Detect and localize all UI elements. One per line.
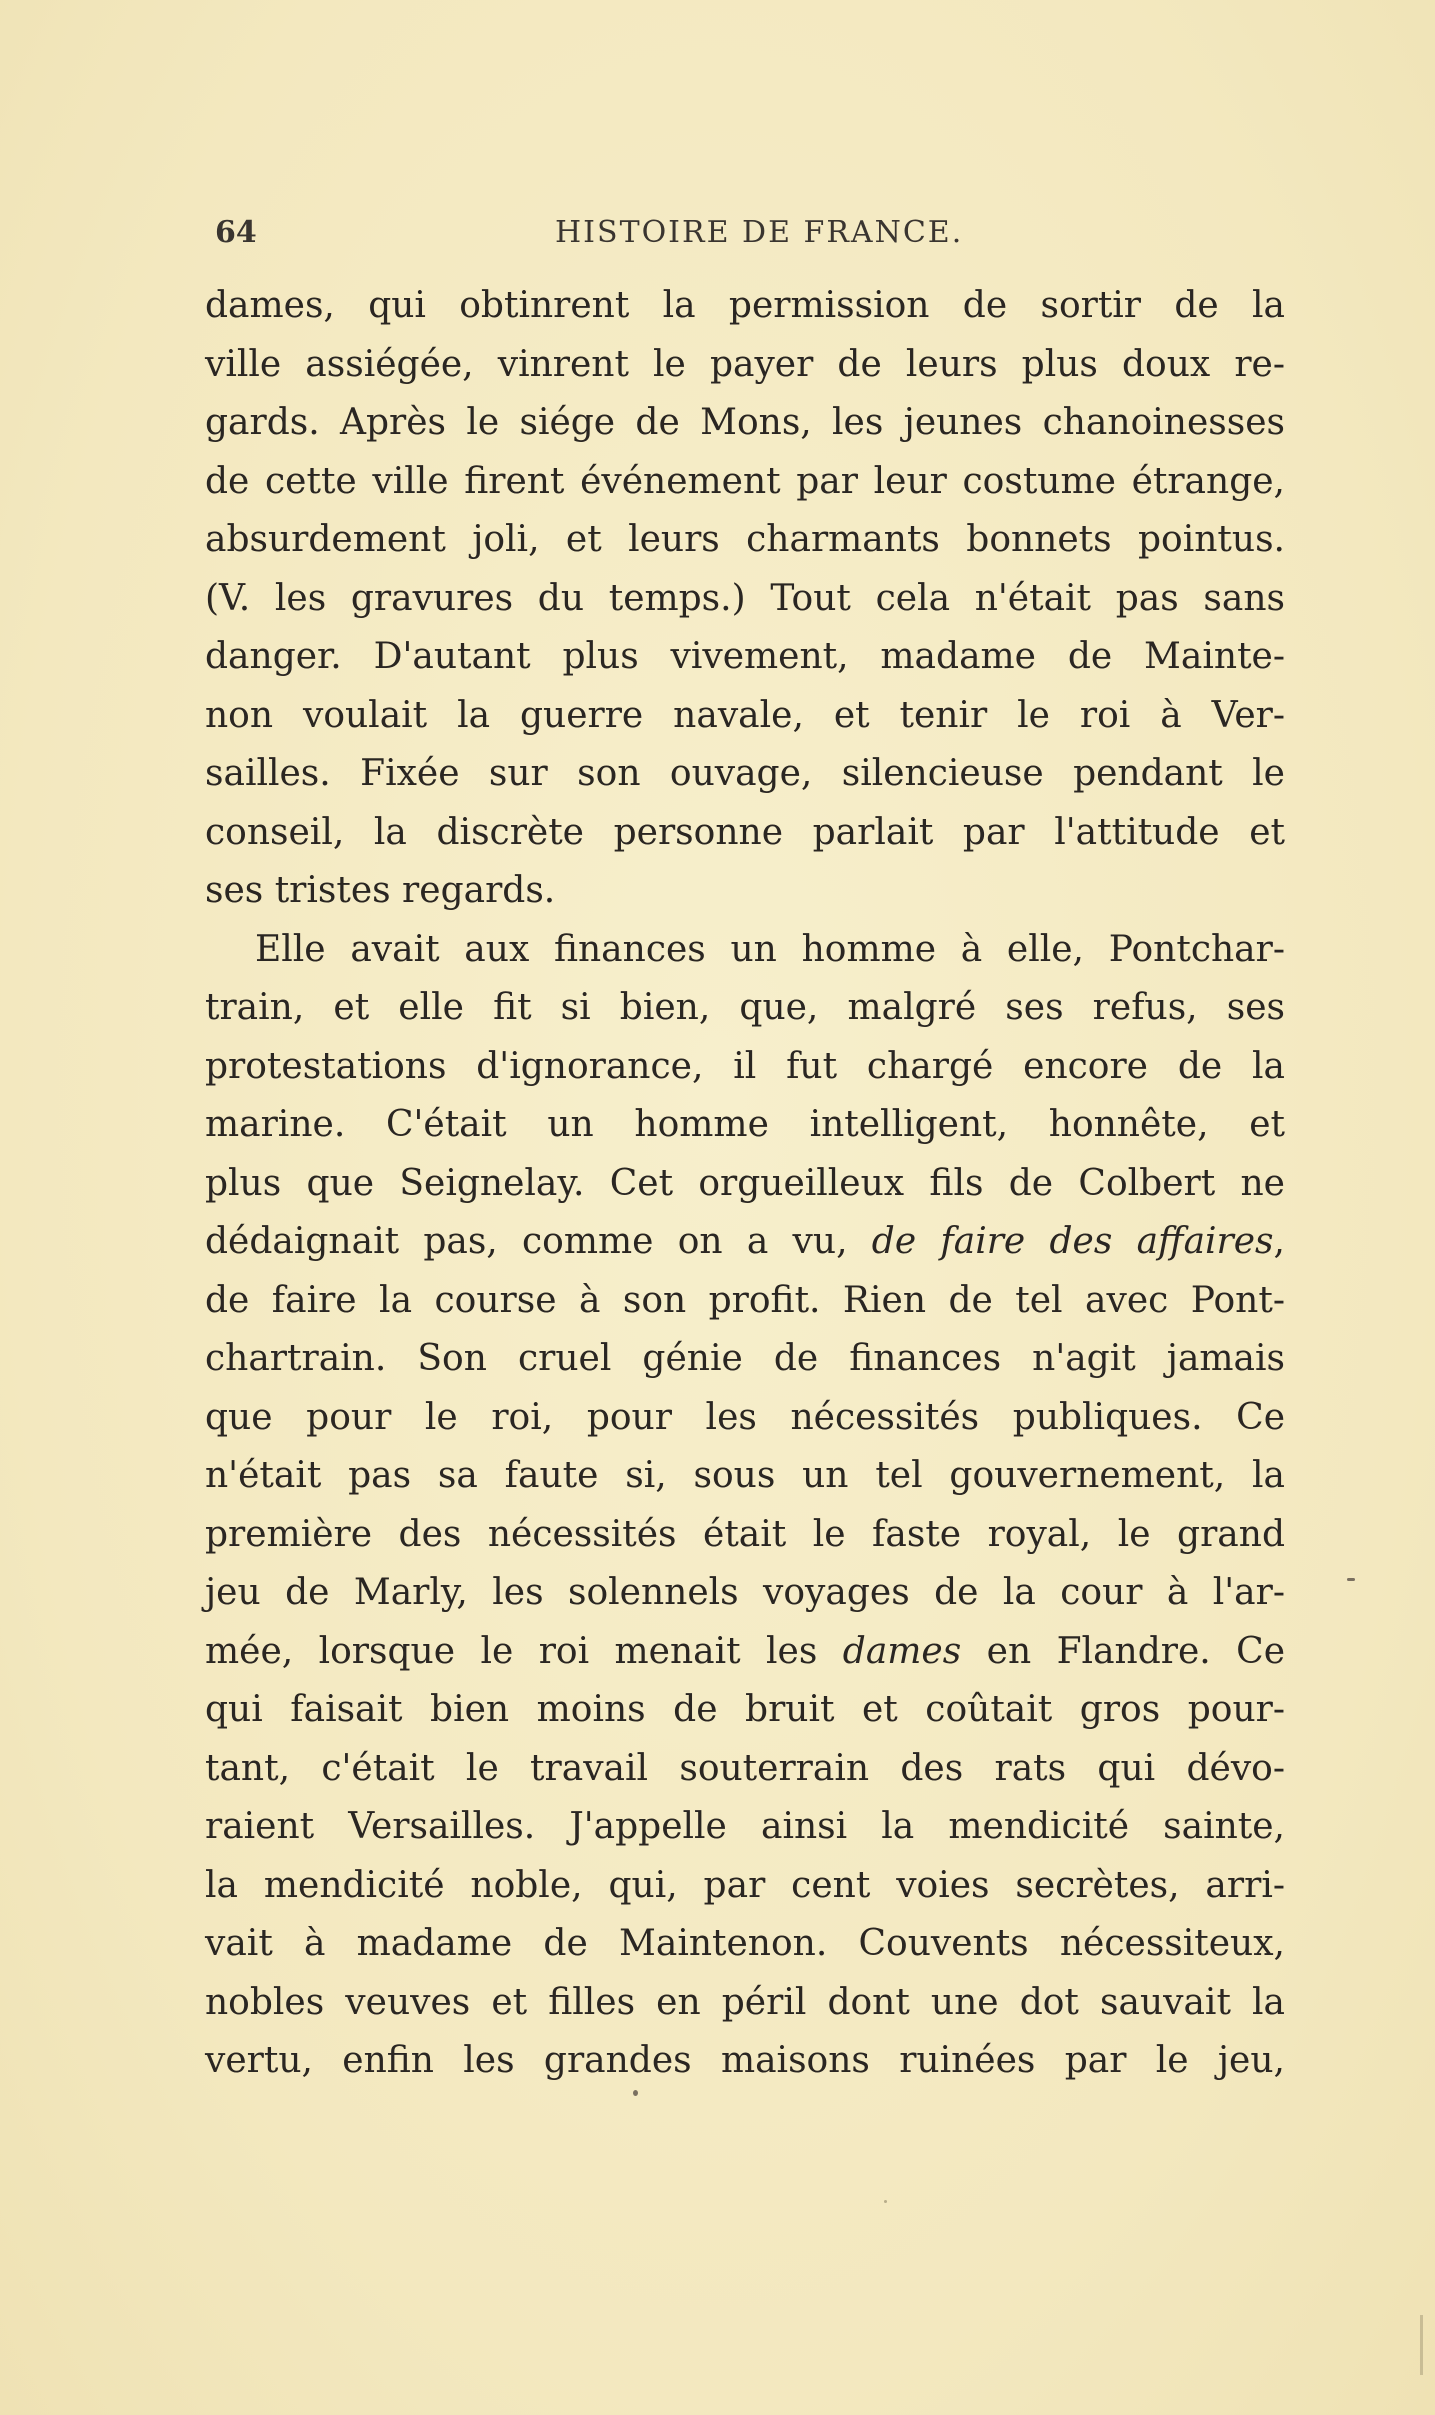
text-line: raient Versailles. J'appelle ainsi la mendicité sainte, [205, 1806, 1285, 1847]
text-line: plus que Seignelay. Cet orgueilleux fils de Colbert ne [205, 1162, 1285, 1204]
paper-speck [884, 2200, 887, 2203]
text-line: absurdement joli, et leurs charmants bonnets pointus. [205, 519, 1285, 560]
text-line: de faire la course à son profit. Rien de tel avec Pont- [205, 1279, 1285, 1321]
paper-speck [633, 2090, 638, 2096]
text-line: protestations d'ignorance, il fut chargé encore de la [205, 1045, 1285, 1087]
text-line: dames, qui obtinrent la permission de sortir de la [205, 285, 1285, 326]
paragraph-start-line: Elle avait aux finances un homme à elle, Pontchar- [255, 928, 1285, 970]
running-head: HISTOIRE DE FRANCE. [555, 215, 964, 250]
line-text: dédaignait pas, comme on a vu, [205, 1221, 872, 1262]
text-line: ville assiégée, vinrent le payer de leurs plus doux re- [205, 343, 1285, 385]
text-line: de cette ville firent événement par leur costume étrange, [205, 460, 1285, 502]
text-line: train, et elle fit si bien, que, malgré ses refus, ses [205, 987, 1285, 1028]
body-text [205, 277, 1285, 2091]
text-line: non voulait la guerre navale, et tenir le roi à Ver- [205, 694, 1285, 736]
text-line: sailles. Fixée sur son ouvage, silencieuse pendant le [205, 753, 1285, 794]
text-line: qui faisait bien moins de bruit et coûtait gros pour- [205, 1689, 1285, 1730]
text-line: n'était pas sa faute si, sous un tel gouvernement, la [205, 1455, 1285, 1496]
italic-phrase: dames [842, 1630, 962, 1672]
text-line: (V. les gravures du temps.) Tout cela n'était pas sans [205, 577, 1285, 619]
text-line-italic [205, 1623, 1285, 1682]
text-line: jeu de Marly, les solennels voyages de la cour à l'ar- [205, 1572, 1285, 1613]
text-line: première des nécessités était le faste royal, le grand [205, 1513, 1285, 1555]
text-line: nobles veuves et filles en péril dont une dot sauvait la [205, 1981, 1285, 2023]
italic-phrase: de faire des affaires [871, 1221, 1274, 1262]
line-text: , [1273, 1221, 1285, 1262]
text-line: la mendicité noble, qui, par cent voies secrètes, arri- [205, 1864, 1285, 1906]
text-line: ses tristes regards. [205, 870, 556, 911]
text-line: marine. C'était un homme intelligent, honnête, et [205, 1104, 1285, 1145]
text-line: que pour le roi, pour les nécessités publiques. Ce [205, 1396, 1285, 1438]
text-line: conseil, la discrète personne parlait par l'attitude et [205, 811, 1285, 853]
text-line-italic [205, 1213, 1285, 1272]
page-number: 64 [215, 215, 257, 250]
text-line: vertu, enfin les grandes maisons ruinées par le jeu, [205, 2040, 1285, 2081]
text-line: chartrain. Son cruel génie de finances n'agit jamais [205, 1338, 1285, 1379]
text-line: vait à madame de Maintenon. Couvents nécessiteux, [205, 1923, 1285, 1964]
page-header [215, 215, 1235, 265]
text-line: danger. D'autant plus vivement, madame de Mainte- [205, 636, 1285, 677]
page-edge-mark [1420, 2315, 1423, 2375]
text-line: gards. Après le siége de Mons, les jeunes chanoinesses [205, 402, 1285, 443]
line-text: mée, lorsque le roi menait les [205, 1630, 843, 1672]
paper-speck [1347, 1578, 1355, 1581]
text-line: tant, c'était le travail souterrain des rats qui dévo- [205, 1747, 1285, 1789]
line-text: en Flandre. Ce [961, 1630, 1286, 1672]
